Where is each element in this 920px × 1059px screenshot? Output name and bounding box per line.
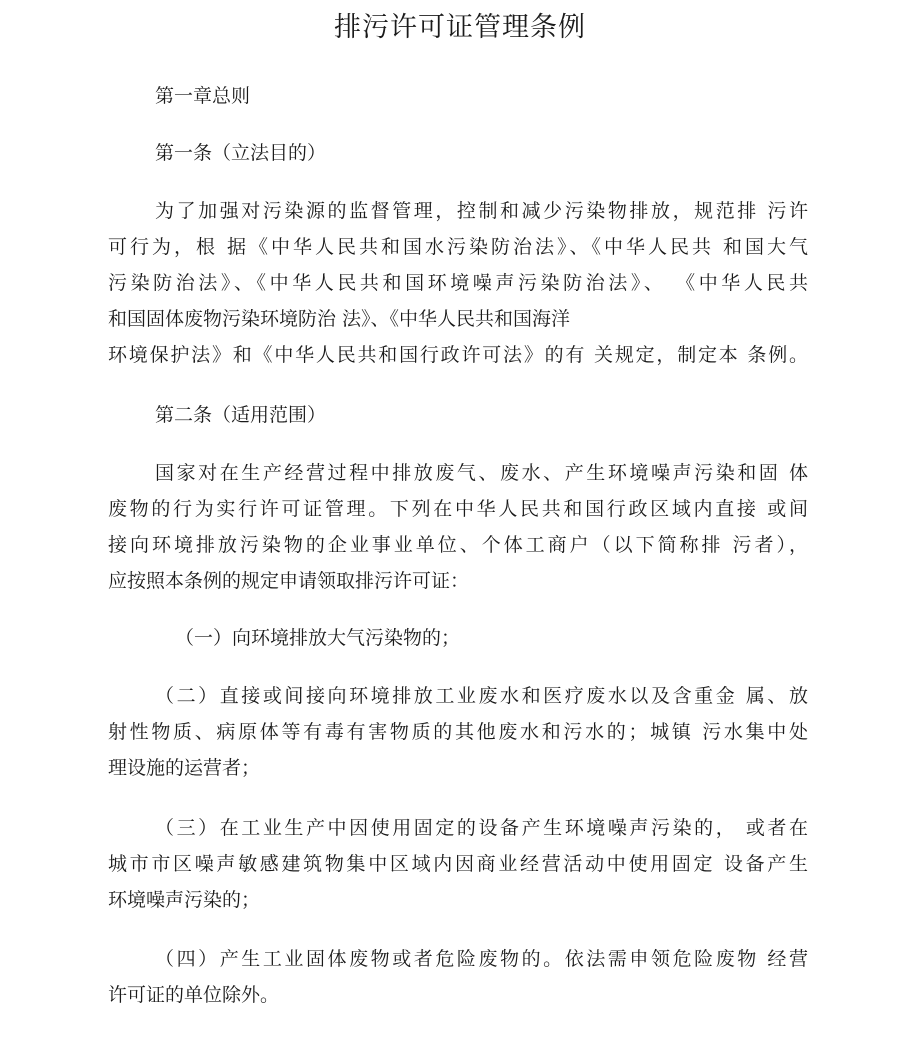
- paragraph-line: 环境保护法》和《中华人民共和国行政许可法》的有 关规定，制定本 条例。: [108, 344, 808, 366]
- paragraph-line: 污染防治法》、《中华人民共和国环境噪声污染防治法》、 《中华人民共: [108, 272, 808, 294]
- item-1-paragraph: [108, 620, 808, 656]
- paragraph-line: 许可证的单位除外。: [108, 984, 280, 1006]
- paragraph-line: 理设施的运营者；: [108, 757, 261, 779]
- item-4-paragraph: [108, 941, 808, 1013]
- article-2-heading: 第二条（适用范围）: [155, 404, 327, 426]
- paragraph-line: （三）在工业生产中因使用固定的设备产生环境噪声污染的， 或者在: [155, 817, 808, 839]
- paragraph-line: 可行为，根 据《中华人民共和国水污染防治法》、《中华人民共 和国大气: [108, 236, 808, 258]
- paragraph-line: （一）向环境排放大气污染物的；: [175, 627, 461, 649]
- item-2-paragraph: [108, 678, 808, 786]
- paragraph-line: 射性物质、病原体等有毒有害物质的其他废水和污水的；城镇 污水集中处: [108, 721, 808, 743]
- chapter-heading: 第一章总则: [155, 85, 251, 107]
- article-2-paragraph: [108, 455, 808, 599]
- item-3-paragraph: [108, 810, 808, 918]
- paragraph-line: 应按照本条例的规定申请领取排污许可证：: [108, 570, 470, 592]
- paragraph-line: 废物的行为实行许可证管理。下列在中华人民共和国行政区域内直接 或间: [108, 498, 808, 520]
- paragraph-line: （四）产生工业固体废物或者危险废物的。依法需申领危险废物 经营: [155, 948, 808, 970]
- article-1-paragraph: [108, 193, 808, 373]
- article-1-heading: 第一条（立法目的）: [155, 142, 327, 164]
- paragraph-line: 接向环境排放污染物的企业事业单位、个体工商户（以下简称排 污者），: [108, 534, 808, 556]
- paragraph-line: 和国固体废物污染环境防治 法》、《中华人民共和国海洋: [108, 308, 571, 330]
- paragraph-line: 为了加强对污染源的监督管理，控制和减少污染物排放，规范排 污许: [155, 200, 808, 222]
- document-title: 排污许可证管理条例: [334, 12, 586, 43]
- paragraph-line: （二）直接或间接向环境排放工业废水和医疗废水以及含重金 属、放: [155, 685, 808, 707]
- paragraph-line: 环境噪声污染的；: [108, 889, 261, 911]
- paragraph-line: 城市市区噪声敏感建筑物集中区域内因商业经营活动中使用固定 设备产生: [108, 853, 808, 875]
- paragraph-line: 国家对在生产经营过程中排放废气、废水、产生环境噪声污染和固 体: [155, 462, 808, 484]
